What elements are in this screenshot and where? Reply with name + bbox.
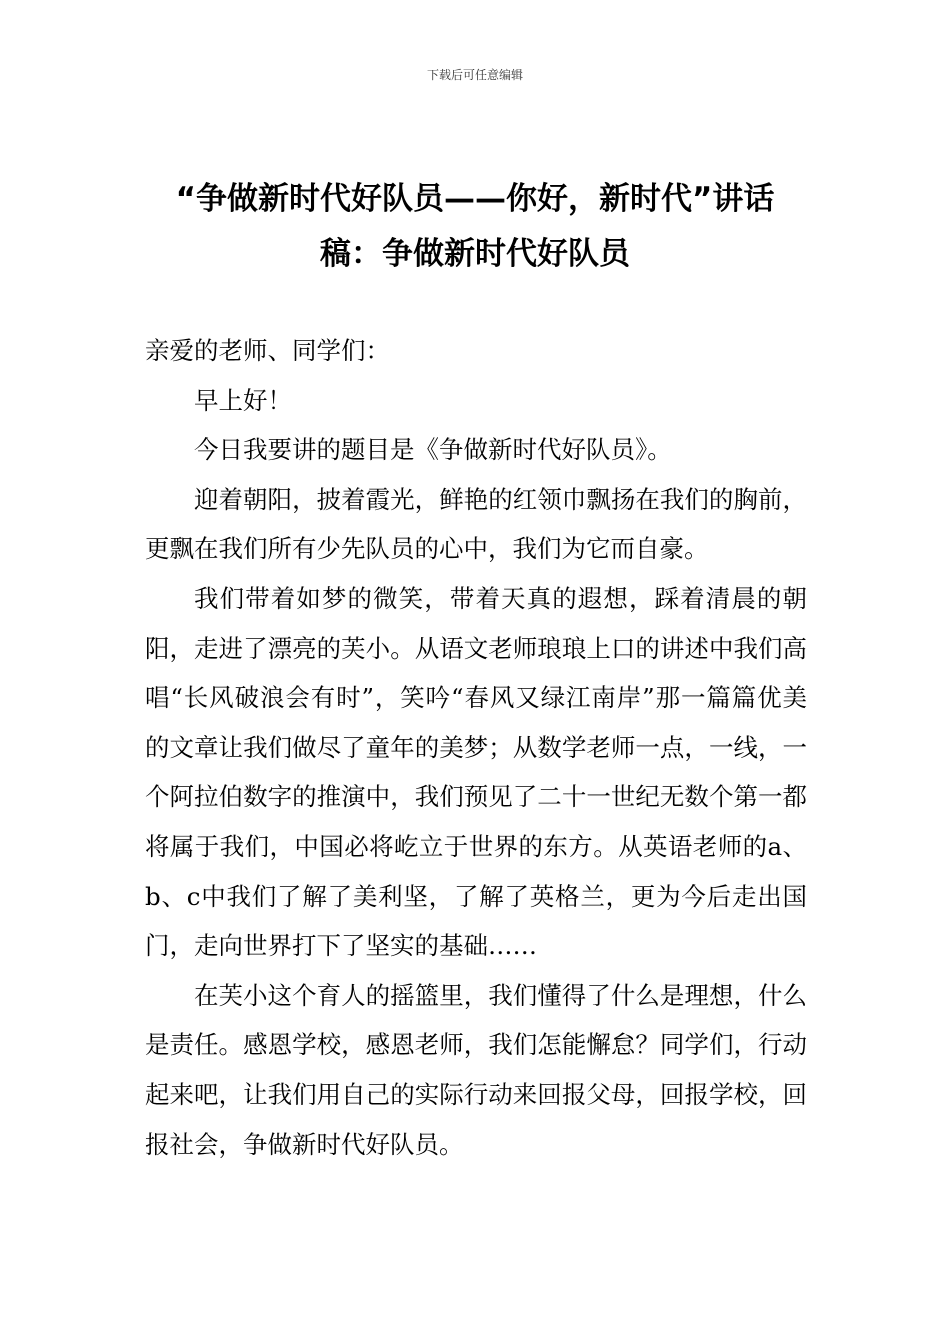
- paragraph: 我们带着如梦的微笑，带着天真的遐想，踩着清晨的朝阳，走进了漂亮的芙小。从语文老师琅琅上口的讲述中我们高唱“长风破浪会有时”，笑吟“春风又绿江南岸”那一篇篇优美的文章让我们做尽了童年的美梦；从数学老师一点，一线，一个阿拉伯数字的推演中，我们预见了二十一世纪无数个第一都将属于我们，中国必将屹立于世界的东方。从英语老师的a、b、c中我们了解了美利坚，了解了英格兰，更为今后走出国门，走向世界打下了坚实的基础……: [145, 583, 807, 961]
- paragraph: 在芙小这个育人的摇篮里，我们懂得了什么是理想，什么是责任。感恩学校，感恩老师，我们怎能懈怠？同学们，行动起来吧，让我们用自己的实际行动来回报父母，回报学校，回报社会，争做新时代好队员。: [145, 980, 807, 1159]
- document-body: [145, 326, 807, 1169]
- paragraph: 今日我要讲的题目是《争做新时代好队员》。: [194, 435, 672, 465]
- paragraph: 迎着朝阳，披着霞光，鲜艳的红领巾飘扬在我们的胸前，更飘在我们所有少先队员的心中，我们为它而自豪。: [145, 484, 807, 564]
- page-header-note: 下载后可任意编辑: [426, 68, 523, 82]
- document-title: “争做新时代好队员——你好，新时代”讲话稿：争做新时代好队员: [175, 181, 775, 272]
- paragraph: 早上好！: [194, 385, 292, 415]
- greeting: 亲爱的老师、同学们：: [145, 336, 390, 365]
